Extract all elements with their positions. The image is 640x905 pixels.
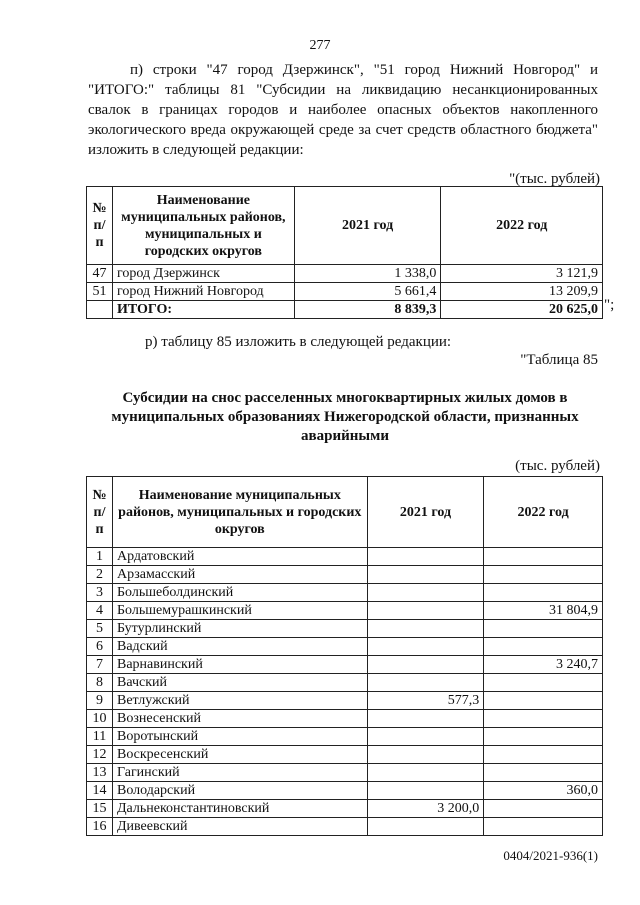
table-row: [87, 602, 603, 620]
row-2022: 3 240,7: [484, 656, 603, 674]
row-2021: [367, 728, 484, 746]
row-no: 14: [87, 782, 113, 800]
row-2022: [484, 692, 603, 710]
row-no: 5: [87, 620, 113, 638]
row-name: Вадский: [112, 638, 367, 656]
total-2022: 20 625,0: [441, 301, 603, 319]
row-no: 9: [87, 692, 113, 710]
row-2021: [367, 656, 484, 674]
header-2022: 2022 год: [484, 477, 603, 548]
row-no: 1: [87, 548, 113, 566]
table-label: "Таблица 85: [520, 352, 598, 368]
table2-unit: (тыс. рублей): [515, 458, 600, 474]
row-name: Дальнеконстантиновский: [112, 800, 367, 818]
row-2021: [367, 818, 484, 836]
row-2021: [367, 566, 484, 584]
row-2021: [367, 638, 484, 656]
row-2022: 3 121,9: [441, 265, 603, 283]
row-2022: [484, 764, 603, 782]
row-no: 6: [87, 638, 113, 656]
row-2021: [367, 782, 484, 800]
row-no: 8: [87, 674, 113, 692]
row-2022: [484, 818, 603, 836]
row-no: 11: [87, 728, 113, 746]
row-no: 16: [87, 818, 113, 836]
table-row: [87, 548, 603, 566]
table-row: [87, 566, 603, 584]
document-code: 0404/2021-936(1): [503, 848, 598, 863]
header-no: № п/п: [87, 187, 113, 265]
table-row: [87, 746, 603, 764]
table-row: [87, 674, 603, 692]
row-2022: 360,0: [484, 782, 603, 800]
table-row: [87, 692, 603, 710]
row-name: Большеболдинский: [112, 584, 367, 602]
row-no: 47: [87, 265, 113, 283]
paragraph-r: р) таблицу 85 изложить в следующей редакции:: [145, 334, 452, 350]
row-2021: [367, 764, 484, 782]
row-2021: 5 661,4: [294, 283, 441, 301]
row-2021: [367, 674, 484, 692]
row-2022: [484, 746, 603, 764]
table-81-excerpt: [86, 186, 603, 319]
row-name: город Дзержинск: [112, 265, 294, 283]
row-no: 7: [87, 656, 113, 674]
table-row: [87, 265, 603, 283]
row-name: Бутурлинский: [112, 620, 367, 638]
paragraph-p: п) строки "47 город Дзержинск", "51 город Нижний Новгород" и "ИТОГО:" таблицы 81 "Субсидии на ликвидацию несанкционированных свалок в границах городов и наиболее опасных объектов накопленного экологического вреда окружающей среде за счет средств областного бюджета" изложить в следующей редакции:: [88, 62, 598, 158]
row-2022: [484, 548, 603, 566]
total-no: [87, 301, 113, 319]
table-row: [87, 782, 603, 800]
row-name: Арзамасский: [112, 566, 367, 584]
table-row: [87, 818, 603, 836]
row-2021: 577,3: [367, 692, 484, 710]
row-2022: 31 804,9: [484, 602, 603, 620]
row-name: город Нижний Новгород: [112, 283, 294, 301]
table-row: [87, 710, 603, 728]
header-2021: 2021 год: [367, 477, 484, 548]
row-name: Вачский: [112, 674, 367, 692]
row-name: Ардатовский: [112, 548, 367, 566]
row-2022: [484, 584, 603, 602]
row-name: Воскресенский: [112, 746, 367, 764]
row-name: Володарский: [112, 782, 367, 800]
row-2022: [484, 620, 603, 638]
total-2021: 8 839,3: [294, 301, 441, 319]
header-name: Наименование муниципальных районов, муниципальных и городских округов: [112, 477, 367, 548]
row-2021: [367, 620, 484, 638]
row-2022: [484, 638, 603, 656]
table2-title: Субсидии на снос расселенных многоквартирных жилых домов в муниципальных образованиях Нижегородской области, признанных аварийными: [111, 390, 579, 444]
table-85: [86, 476, 603, 836]
row-no: 12: [87, 746, 113, 764]
row-2021: [367, 710, 484, 728]
row-name: Воротынский: [112, 728, 367, 746]
header-2021: 2021 год: [294, 187, 441, 265]
table-row: [87, 728, 603, 746]
row-no: 15: [87, 800, 113, 818]
row-2022: [484, 800, 603, 818]
table-row: [87, 638, 603, 656]
row-2022: [484, 728, 603, 746]
row-name: Дивеевский: [112, 818, 367, 836]
row-2021: [367, 548, 484, 566]
row-2021: [367, 602, 484, 620]
table-row: [87, 620, 603, 638]
table-row: [87, 800, 603, 818]
row-name: Большемурашкинский: [112, 602, 367, 620]
page-number: 277: [309, 38, 331, 53]
row-no: 13: [87, 764, 113, 782]
row-2021: 1 338,0: [294, 265, 441, 283]
closing-quote: ";: [604, 297, 615, 313]
total-row: [87, 301, 603, 319]
row-no: 4: [87, 602, 113, 620]
header-2022: 2022 год: [441, 187, 603, 265]
row-no: 3: [87, 584, 113, 602]
row-2022: 13 209,9: [441, 283, 603, 301]
row-2022: [484, 566, 603, 584]
row-name: Гагинский: [112, 764, 367, 782]
row-no: 10: [87, 710, 113, 728]
row-no: 2: [87, 566, 113, 584]
row-2021: [367, 584, 484, 602]
row-2021: 3 200,0: [367, 800, 484, 818]
row-name: Ветлужский: [112, 692, 367, 710]
table-row: [87, 283, 603, 301]
row-2022: [484, 710, 603, 728]
row-no: 51: [87, 283, 113, 301]
table1-unit: "(тыс. рублей): [509, 171, 600, 187]
header-name: Наименование муниципальных районов, муниципальных и городских округов: [112, 187, 294, 265]
row-2022: [484, 674, 603, 692]
table-row: [87, 656, 603, 674]
total-label: ИТОГО:: [112, 301, 294, 319]
row-name: Вознесенский: [112, 710, 367, 728]
header-no: № п/п: [87, 477, 113, 548]
table-row: [87, 764, 603, 782]
row-name: Варнавинский: [112, 656, 367, 674]
row-2021: [367, 746, 484, 764]
table-row: [87, 584, 603, 602]
